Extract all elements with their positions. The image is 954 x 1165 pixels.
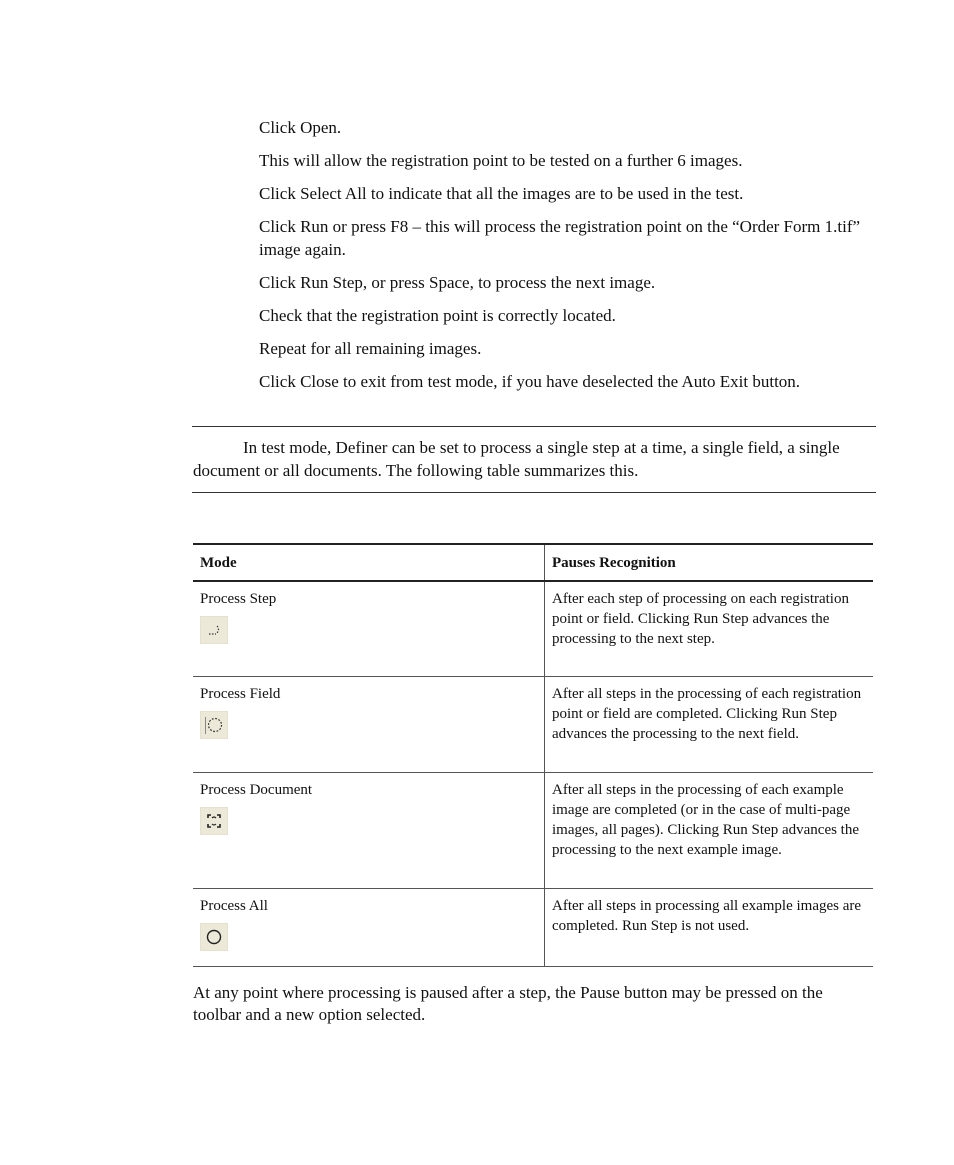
description-cell: After all steps in processing all example images are completed. Run Step is not used. bbox=[545, 888, 874, 966]
step-item: Click Close to exit from test mode, if you have deselected the Auto Exit button. bbox=[259, 372, 801, 391]
table-row bbox=[193, 581, 873, 676]
description-cell: After each step of processing on each registration point or field. Clicking Run Step advances the processing to the next step. bbox=[545, 581, 874, 676]
mode-cell bbox=[193, 888, 545, 966]
mode-cell bbox=[193, 772, 545, 888]
mode-cell bbox=[193, 581, 545, 676]
description-cell: After all steps in the processing of each registration point or field are completed. Clicking Run Step advances the processing to the next field. bbox=[545, 676, 874, 772]
mode-name: Process Document bbox=[200, 781, 313, 798]
step-item: Click Select All to indicate that all the images are to be used in the test. bbox=[259, 184, 744, 203]
header-mode: Mode bbox=[193, 544, 545, 581]
process-all-icon bbox=[200, 923, 228, 951]
process-document-icon bbox=[200, 807, 228, 835]
note-box bbox=[192, 426, 876, 493]
table-header-row bbox=[193, 544, 873, 581]
table-row bbox=[193, 772, 873, 888]
table-row bbox=[193, 676, 873, 772]
footer-text: At any point where processing is paused after a step, the Pause button may be pressed on the toolbar and a new option selected. bbox=[193, 983, 823, 1024]
mode-cell bbox=[193, 676, 545, 772]
procedure-steps bbox=[259, 116, 871, 403]
header-pauses-recognition: Pauses Recognition bbox=[545, 544, 874, 581]
step-item: Repeat for all remaining images. bbox=[259, 339, 482, 358]
table-row bbox=[193, 888, 873, 966]
description-cell: After all steps in the processing of each example image are completed (or in the case of multi-page images, all pages). Clicking Run Step advances the processing to the next example image. bbox=[545, 772, 874, 888]
step-item: Click Run or press F8 – this will process the registration point on the “Order Form 1.tif” image again. bbox=[259, 217, 861, 259]
process-field-icon bbox=[200, 711, 228, 739]
step-item: Click Run Step, or press Space, to process the next image. bbox=[259, 273, 656, 292]
note-text: In test mode, Definer can be set to process a single step at a time, a single field, a single document or all documents. The following table summarizes this. bbox=[193, 438, 840, 480]
mode-name: Process Step bbox=[200, 591, 277, 607]
mode-name: Process All bbox=[200, 897, 268, 914]
step-item: Click Open. bbox=[259, 118, 342, 137]
step-item: Check that the registration point is correctly located. bbox=[259, 306, 616, 325]
mode-name: Process Field bbox=[200, 685, 281, 702]
mode-table bbox=[193, 543, 873, 967]
step-item: This will allow the registration point to be tested on a further 6 images. bbox=[259, 151, 743, 170]
process-step-icon bbox=[200, 616, 228, 644]
